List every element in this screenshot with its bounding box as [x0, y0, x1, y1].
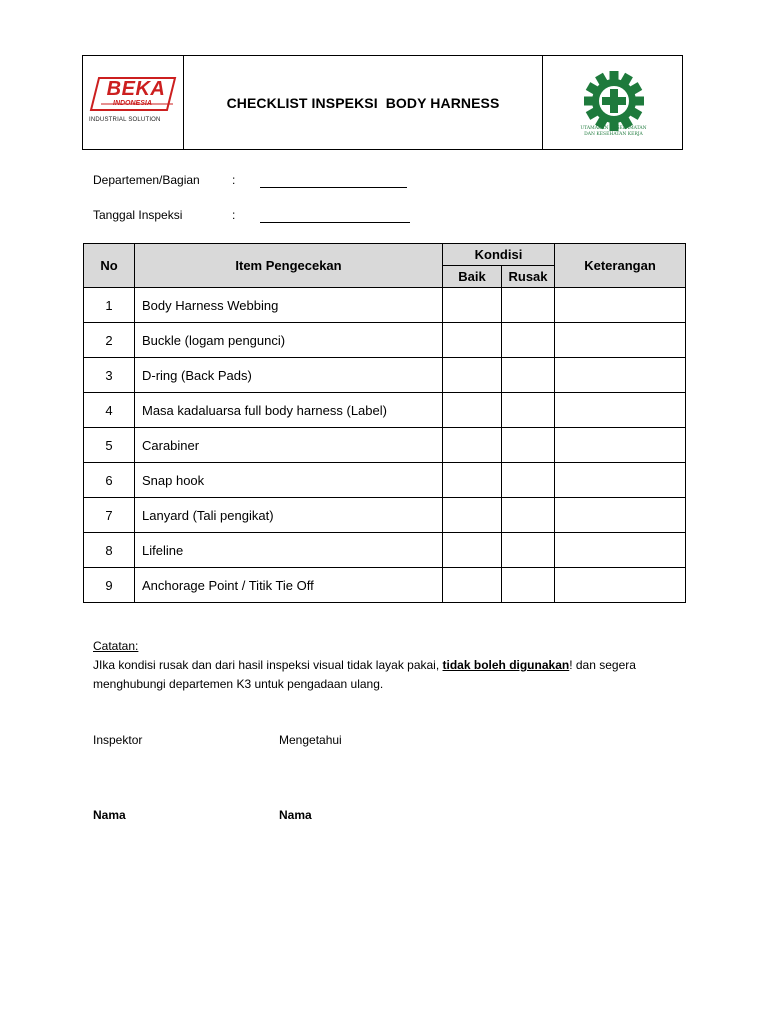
row-item: Snap hook: [135, 463, 443, 498]
col-header-notes: Keterangan: [555, 244, 686, 288]
good-checkbox-cell[interactable]: [443, 323, 502, 358]
damaged-checkbox-cell[interactable]: [502, 288, 555, 323]
department-input-line[interactable]: [260, 187, 407, 188]
damaged-checkbox-cell[interactable]: [502, 393, 555, 428]
inspector-name-label: Nama: [93, 808, 126, 822]
row-number: 3: [84, 358, 135, 393]
notes-cell[interactable]: [555, 428, 686, 463]
notes-section: [93, 637, 693, 694]
good-checkbox-cell[interactable]: [443, 428, 502, 463]
damaged-checkbox-cell[interactable]: [502, 533, 555, 568]
logo-country: INDONESIA: [113, 100, 152, 107]
k3-caption-line1: UTAMAKAN KESELAMATAN: [580, 126, 647, 131]
notes-text-before: JIka kondisi rusak dan dari hasil inspeksi visual tidak layak pakai,: [93, 658, 443, 672]
col-header-no: No: [84, 244, 135, 288]
good-checkbox-cell[interactable]: [443, 533, 502, 568]
row-number: 2: [84, 323, 135, 358]
good-checkbox-cell[interactable]: [443, 288, 502, 323]
notes-cell[interactable]: [555, 323, 686, 358]
row-item: Carabiner: [135, 428, 443, 463]
row-number: 1: [84, 288, 135, 323]
table-row: [84, 428, 686, 463]
checklist-table: [83, 243, 686, 603]
document-header: [82, 55, 683, 150]
department-label: Departemen/Bagian: [93, 173, 200, 187]
notes-heading: Catatan:: [93, 639, 139, 653]
row-number: 5: [84, 428, 135, 463]
damaged-checkbox-cell[interactable]: [502, 323, 555, 358]
logo-tagline: INDUSTRIAL SOLUTION: [89, 117, 161, 123]
row-item: Buckle (logam pengunci): [135, 323, 443, 358]
notes-cell[interactable]: [555, 533, 686, 568]
notes-emphasis: tidak boleh digunakan: [442, 658, 570, 672]
beka-logo: [91, 76, 179, 116]
row-item: Masa kadaluarsa full body harness (Label): [135, 393, 443, 428]
damaged-checkbox-cell[interactable]: [502, 498, 555, 533]
table-row: [84, 358, 686, 393]
k3-logo-cell: [543, 56, 682, 149]
notes-cell[interactable]: [555, 568, 686, 603]
logo-brand: BEKA: [106, 78, 166, 100]
damaged-checkbox-cell[interactable]: [502, 463, 555, 498]
row-item: D-ring (Back Pads): [135, 358, 443, 393]
row-item: Anchorage Point / Titik Tie Off: [135, 568, 443, 603]
table-row: [84, 568, 686, 603]
notes-cell[interactable]: [555, 358, 686, 393]
good-checkbox-cell[interactable]: [443, 358, 502, 393]
acknowledged-label: Mengetahui: [279, 733, 342, 747]
table-row: [84, 463, 686, 498]
table-row: [84, 323, 686, 358]
notes-cell[interactable]: [555, 288, 686, 323]
k3-caption-line2: DAN KESEHATAN KERJA: [584, 132, 643, 137]
col-header-condition: Kondisi: [443, 244, 555, 266]
col-header-damaged: Rusak: [502, 266, 555, 288]
department-colon: :: [232, 173, 236, 187]
col-header-item: Item Pengecekan: [135, 244, 443, 288]
row-number: 7: [84, 498, 135, 533]
logo-cell: [83, 56, 184, 149]
row-item: Lanyard (Tali pengikat): [135, 498, 443, 533]
row-item: Body Harness Webbing: [135, 288, 443, 323]
col-header-good: Baik: [443, 266, 502, 288]
row-number: 4: [84, 393, 135, 428]
table-row: [84, 393, 686, 428]
inspector-label: Inspektor: [93, 733, 143, 747]
notes-cell[interactable]: [555, 393, 686, 428]
acknowledged-name-label: Nama: [279, 808, 312, 822]
document-title: CHECKLIST INSPEKSI BODY HARNESS: [184, 56, 543, 149]
damaged-checkbox-cell[interactable]: [502, 428, 555, 463]
checklist-body: [84, 288, 686, 603]
good-checkbox-cell[interactable]: [443, 498, 502, 533]
inspection-date-input-line[interactable]: [260, 222, 410, 223]
inspection-date-colon: :: [232, 208, 236, 222]
k3-gear-cross-icon: [581, 68, 647, 134]
row-number: 9: [84, 568, 135, 603]
damaged-checkbox-cell[interactable]: [502, 568, 555, 603]
table-row: [84, 533, 686, 568]
notes-cell[interactable]: [555, 498, 686, 533]
table-row: [84, 498, 686, 533]
good-checkbox-cell[interactable]: [443, 568, 502, 603]
notes-text: [93, 656, 693, 694]
table-row: [84, 288, 686, 323]
inspection-date-label: Tanggal Inspeksi: [93, 208, 183, 222]
notes-text-after: ! dan segera menghubungi departemen K3 untuk pengadaan ulang.: [93, 658, 636, 691]
row-item: Lifeline: [135, 533, 443, 568]
row-number: 6: [84, 463, 135, 498]
notes-cell[interactable]: [555, 463, 686, 498]
damaged-checkbox-cell[interactable]: [502, 358, 555, 393]
good-checkbox-cell[interactable]: [443, 393, 502, 428]
row-number: 8: [84, 533, 135, 568]
good-checkbox-cell[interactable]: [443, 463, 502, 498]
